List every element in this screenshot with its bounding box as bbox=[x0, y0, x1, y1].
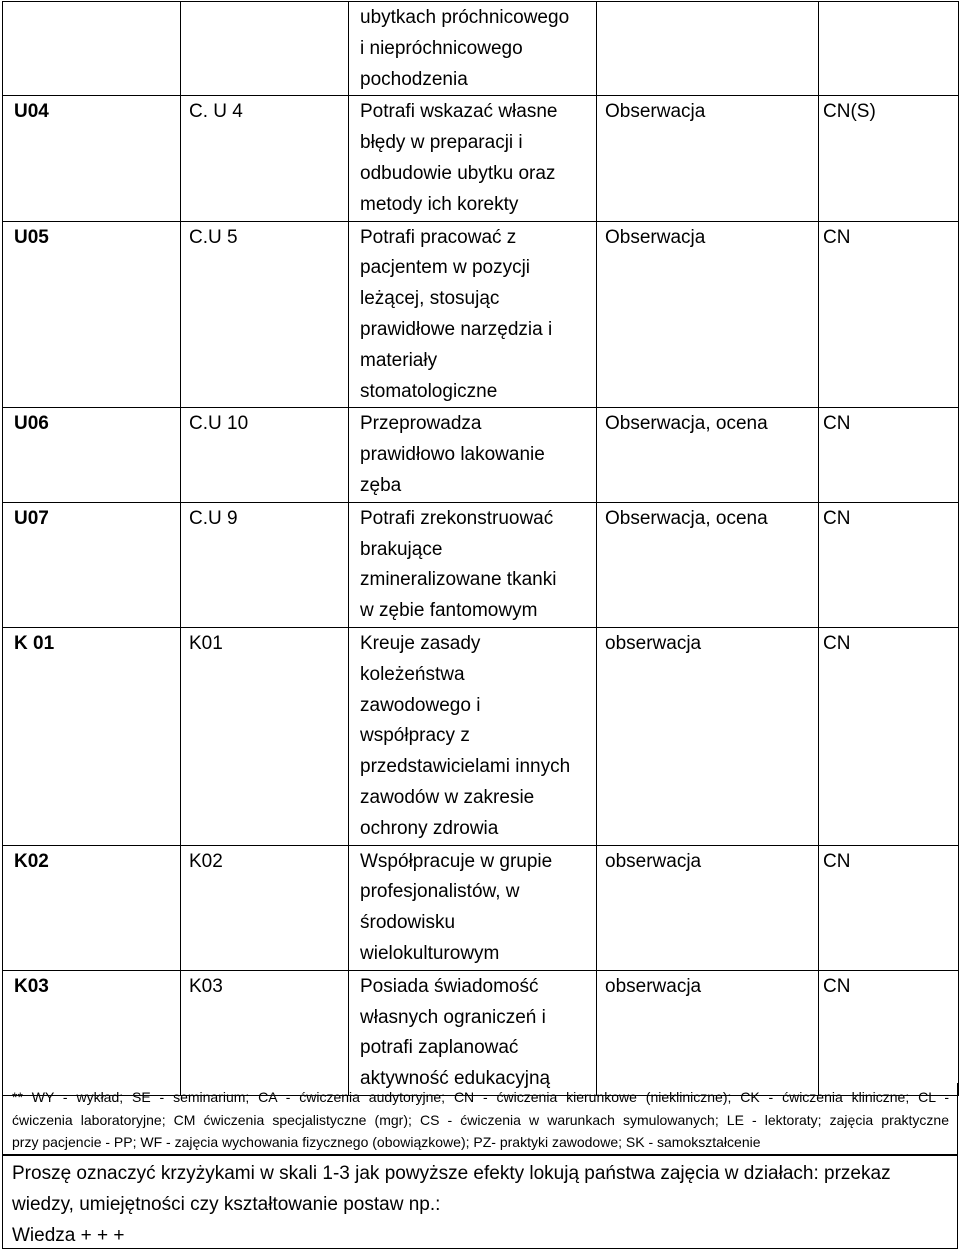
cell-reference: C.U 10 bbox=[181, 408, 349, 502]
description-line: aktywność edukacyjną bbox=[360, 1068, 551, 1090]
cell-reference: K01 bbox=[181, 627, 349, 845]
description-line: pochodzenia bbox=[360, 68, 468, 90]
cell-outcome-code: K03 bbox=[3, 970, 181, 1095]
table-row bbox=[3, 845, 959, 970]
description-line: współpracy z bbox=[360, 725, 470, 747]
cell-reference: C.U 9 bbox=[181, 502, 349, 627]
description-line: profesjonalistów, w bbox=[360, 881, 520, 903]
description-line: materiały bbox=[360, 349, 438, 371]
description-line: zawodowego i bbox=[360, 694, 481, 716]
description-line: błędy w preparacji i bbox=[360, 132, 523, 154]
description-line: Potrafi pracować z bbox=[360, 226, 517, 248]
cell-description bbox=[349, 627, 597, 845]
table-row bbox=[3, 502, 959, 627]
description-line: prawidłowe narzędzia i bbox=[360, 318, 553, 340]
cell-outcome-code: U04 bbox=[3, 96, 181, 221]
cell-class-form: CN(S) bbox=[819, 96, 959, 221]
learning-outcomes-table bbox=[2, 1, 959, 1096]
description-line: w zębie fantomowym bbox=[360, 600, 538, 622]
table-row bbox=[3, 408, 959, 502]
cell-reference: K03 bbox=[181, 970, 349, 1095]
table-row bbox=[3, 96, 959, 221]
footnote-line: ** WY - wykład; SE - seminarium; CA - ćwiczenia audytoryjne; CN - ćwiczenia kierunkowe (niekliniczne); CK - ćwiczenia kliniczne; CL - bbox=[12, 1089, 949, 1105]
instruction-line: Proszę oznaczyć krzyżykami w skali 1-3 jak powyższe efekty lokują państwa zajęcia w działach: przekaz bbox=[12, 1163, 891, 1184]
cell-description bbox=[349, 502, 597, 627]
table-row bbox=[3, 221, 959, 408]
description-line: Współpracuje w grupie bbox=[360, 850, 553, 872]
description-line: prawidłowo lakowanie bbox=[360, 444, 545, 466]
cell-reference: C.U 5 bbox=[181, 221, 349, 408]
description-line: potrafi zaplanować bbox=[360, 1037, 519, 1059]
description-line: Potrafi zrekonstruować bbox=[360, 507, 554, 529]
table-row bbox=[3, 627, 959, 845]
description-line: Kreuje zasady bbox=[360, 632, 481, 654]
cell-outcome-code: U07 bbox=[3, 502, 181, 627]
footnote-line: ćwiczenia laboratoryjne; CM ćwiczenia specjalistyczne (mgr); CS - ćwiczenia w warunkach symulowanych; LE - lektoraty; zajęcia praktyczne bbox=[12, 1111, 949, 1128]
cell-class-form: CN bbox=[819, 970, 959, 1095]
description-line: zawodów w zakresie bbox=[360, 786, 535, 808]
description-line: odbudowie ubytku oraz bbox=[360, 162, 556, 184]
table-row bbox=[3, 970, 959, 1095]
description-line: pacjentem w pozycji bbox=[360, 257, 531, 279]
table-body bbox=[3, 2, 959, 1096]
description-line: metody ich korekty bbox=[360, 193, 519, 215]
cell-outcome-code: K02 bbox=[3, 845, 181, 970]
cell-reference: C. U 4 bbox=[181, 96, 349, 221]
cell-verification-method: obserwacja bbox=[597, 627, 819, 845]
cell-form-empty bbox=[819, 2, 959, 96]
description-line: Posiada świadomość bbox=[360, 975, 539, 997]
cell-description bbox=[349, 221, 597, 408]
cell-ref-empty bbox=[181, 2, 349, 96]
cell-outcome-code: K 01 bbox=[3, 627, 181, 845]
cell-verification-method: Obserwacja bbox=[597, 96, 819, 221]
cell-class-form: CN bbox=[819, 845, 959, 970]
cell-verification-method: Obserwacja, ocena bbox=[597, 502, 819, 627]
description-line: koleżeństwa bbox=[360, 663, 465, 685]
description-line: środowisku bbox=[360, 912, 456, 934]
cell-verification-method: Obserwacja, ocena bbox=[597, 408, 819, 502]
cell-method-empty bbox=[597, 2, 819, 96]
instruction-line: wiedzy, umiejętności czy kształtowanie postaw np.: bbox=[12, 1194, 441, 1215]
cell-verification-method: obserwacja bbox=[597, 845, 819, 970]
description-line: leżącej, stosując bbox=[360, 288, 500, 310]
description-line: zmineralizowane tkanki bbox=[360, 569, 557, 591]
description-line: własnych ograniczeń i bbox=[360, 1006, 546, 1028]
cell-class-form: CN bbox=[819, 627, 959, 845]
cell-class-form: CN bbox=[819, 221, 959, 408]
footnote-line: przy pacjencie - PP; WF - zajęcia wychowania fizycznego (obowiązkowe); PZ- praktyki zawodowe; SK - samokształcenie bbox=[12, 1134, 761, 1150]
cell-class-form: CN bbox=[819, 408, 959, 502]
description-line: Przeprowadza bbox=[360, 413, 482, 435]
cell-verification-method: Obserwacja bbox=[597, 221, 819, 408]
description-line: i niepróchnicowego bbox=[360, 37, 523, 59]
footnote-abbreviations bbox=[2, 1083, 958, 1155]
description-line: stomatologiczne bbox=[360, 380, 498, 402]
cell-outcome-code: U05 bbox=[3, 221, 181, 408]
description-line: przedstawicielami innych bbox=[360, 756, 571, 778]
cell-description bbox=[349, 96, 597, 221]
cell-reference: K02 bbox=[181, 845, 349, 970]
description-line: Potrafi wskazać własne bbox=[360, 101, 558, 123]
cell-code-empty bbox=[3, 2, 181, 96]
description-line: ubytkach próchnicowego bbox=[360, 7, 570, 28]
description-line: ochrony zdrowia bbox=[360, 817, 499, 839]
description-line: brakujące bbox=[360, 538, 443, 560]
cell-description bbox=[349, 845, 597, 970]
rating-instruction bbox=[2, 1155, 958, 1249]
description-line: wielokulturowym bbox=[360, 942, 500, 964]
table-row-continuation bbox=[3, 2, 959, 96]
cell-description bbox=[349, 408, 597, 502]
instruction-line: Wiedza + + + bbox=[12, 1225, 125, 1246]
cell-verification-method: obserwacja bbox=[597, 970, 819, 1095]
cell-description bbox=[349, 2, 597, 96]
cell-outcome-code: U06 bbox=[3, 408, 181, 502]
cell-description bbox=[349, 970, 597, 1095]
description-line: zęba bbox=[360, 474, 402, 496]
cell-class-form: CN bbox=[819, 502, 959, 627]
